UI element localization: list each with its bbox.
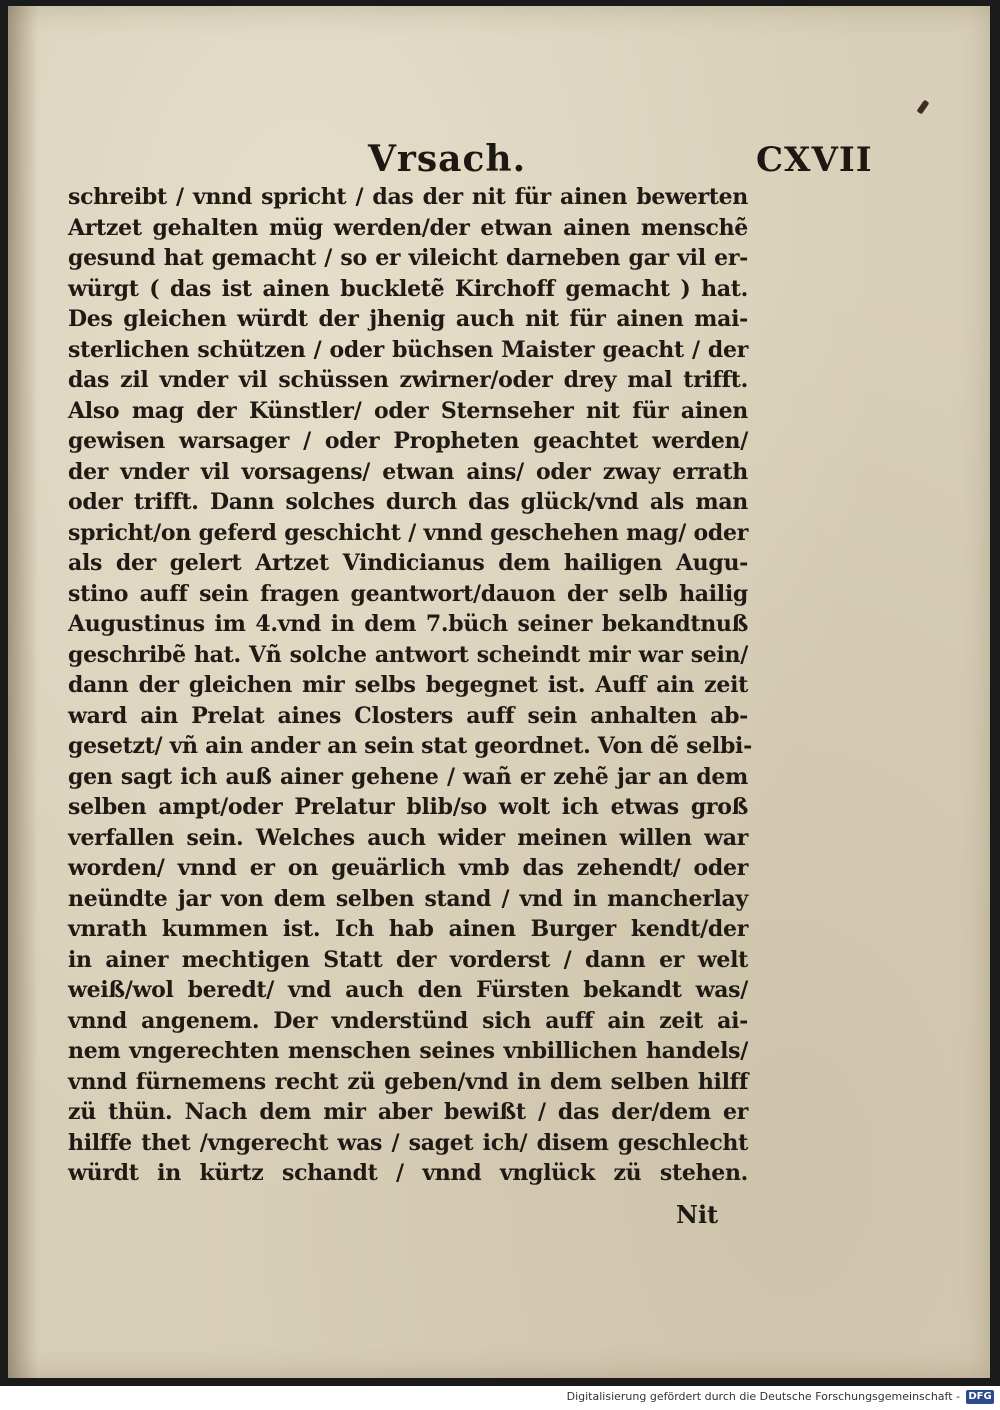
- text-line: vnnd fürnemens recht zü geben/vnd in dem selben hilff: [68, 1068, 748, 1095]
- text-line: gewisen warsager / oder Propheten geachtet werden/: [68, 428, 748, 454]
- text-line: gen sagt ich auß ainer gehene / wañ er zehẽ jar an dem: [68, 763, 748, 790]
- text-line: geschribẽ hat. Vñ solche antwort scheindt mir war sein/: [68, 641, 748, 668]
- text-line: der vnder vil vorsagens/ etwan ains/ oder zway errath: [68, 458, 748, 485]
- funding-credit: Digitalisierung gefördert durch die Deutsche Forschungsgemeinschaft -: [566, 1390, 960, 1403]
- text-line: weiß/wol beredt/ vnd auch den Fürsten bekandt was/: [68, 977, 748, 1003]
- text-line: vnrath kummen ist. Ich hab ainen Burger kendt/der: [68, 916, 748, 942]
- credit-bar: [0, 1386, 1000, 1410]
- dfg-logo: DFG: [966, 1390, 994, 1404]
- text-line: Also mag der Künstler/ oder Sternseher nit für ainen: [68, 397, 748, 424]
- text-line: verfallen sein. Welches auch wider meinen willen war: [68, 824, 748, 851]
- text-line: zü thün. Nach dem mir aber bewißt / das der/dem er: [68, 1099, 748, 1125]
- text-line: spricht/on geferd geschicht / vnnd geschehen mag/ oder: [68, 519, 748, 546]
- text-line: als der gelert Artzet Vindicianus dem hailigen Augu-: [68, 550, 748, 576]
- text-line: hilffe thet /vngerecht was / saget ich/ disem geschlecht: [68, 1129, 748, 1156]
- text-line: Augustinus im 4.vnd in dem 7.büch seiner bekandtnuß: [68, 611, 748, 637]
- text-line: selben ampt/oder Prelatur blib/so wolt ich etwas groß: [68, 794, 748, 820]
- body-text: [68, 182, 752, 1189]
- text-line: stino auff sein fragen geantwort/dauon der selb hailig: [68, 580, 748, 607]
- text-line: nem vngerechten menschen seines vnbillichen handels/: [68, 1038, 748, 1064]
- text-line: dann der gleichen mir selbs begegnet ist. Auff ain zeit: [68, 672, 748, 698]
- text-line: oder trifft. Dann solches durch das glück/vnd als man: [68, 489, 748, 515]
- text-line: vnnd angenem. Der vnderstünd sich auff ain zeit ai-: [68, 1007, 748, 1034]
- text-line: worden/ vnnd er on geuärlich vmb das zehendt/ oder: [68, 855, 748, 881]
- text-line: Des gleichen würdt der jhenig auch nit für ainen mai-: [68, 306, 748, 332]
- text-line: das zil vnder vil schüssen zwirner/oder drey mal trifft.: [68, 367, 748, 393]
- text-line: ward ain Prelat aines Closters auff sein anhalten ab-: [68, 702, 748, 729]
- text-line: würdt in kürtz schandt / vnnd vnglück zü stehen.: [68, 1160, 748, 1186]
- text-line: schreibt / vnnd spricht / das der nit für ainen bewerten: [68, 184, 748, 210]
- running-title: Vrsach.: [368, 138, 527, 180]
- text-line: sterlichen schützen / oder büchsen Maister geacht / der: [68, 336, 748, 363]
- folio-number: CXVII: [756, 140, 873, 180]
- catchword: Nit: [676, 1200, 719, 1229]
- text-line: gesund hat gemacht / so er vileicht darneben gar vil er-: [68, 245, 748, 271]
- text-line: neündte jar von dem selben stand / vnd in mancherlay: [68, 885, 748, 912]
- gutter-shadow: [8, 6, 38, 1378]
- ink-mark: [917, 100, 930, 115]
- text-line: würgt ( das ist ainen buckletẽ Kirchoff gemacht ) hat.: [68, 275, 748, 302]
- text-line: gesetzt/ vñ ain ander an sein stat geordnet. Von dẽ selbi-: [68, 733, 752, 759]
- book-page: [8, 6, 990, 1378]
- text-line: Artzet gehalten müg werden/der etwan ainen menschẽ: [68, 214, 748, 241]
- text-line: in ainer mechtigen Statt der vorderst / dann er welt: [68, 946, 748, 973]
